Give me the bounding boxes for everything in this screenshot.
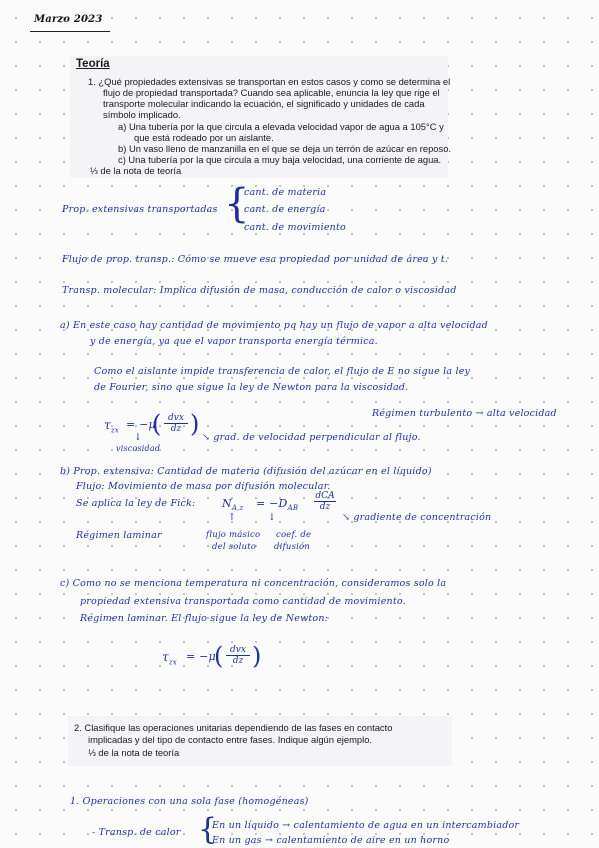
grad-velocidad: ↘ grad. de velocidad perpendicular al flujo. — [202, 432, 421, 443]
flujo-definicion: Flujo de prop. transp.: Cómo se mueve esa propiedad por unidad de área y t. — [62, 254, 449, 265]
flujo-masico: flujo másico — [206, 530, 261, 540]
arrow-down-mu: ↓ — [134, 432, 143, 443]
date-header: Marzo 2023 — [34, 14, 103, 25]
prop-item-materia: cant. de materia — [244, 187, 327, 198]
q1-line-1: 1. ¿Qué propiedades extensivas se transportan en estos casos y como se determina el — [88, 76, 451, 87]
grad-concentracion: ↘ gradiente de concentración — [342, 512, 492, 523]
prop-extensivas: Prop. extensivas transportadas — [62, 204, 218, 215]
question-2-snippet — [68, 716, 452, 766]
prop-item-energia: cant. de energía — [244, 204, 326, 215]
b-line-2: Flujo: Movimiento de masa por difusión molecular. — [76, 481, 331, 492]
coef-de: coef. de — [276, 530, 312, 540]
paren-open: ( — [152, 410, 162, 438]
c-line-2: propiedad extensiva transportada como cantidad de movimiento. — [80, 596, 406, 607]
regimen-laminar-b: Régimen laminar — [76, 530, 162, 541]
a-line-1: a) En este caso hay cantidad de movimiento pq hay un flujo de vapor a alta velocidad — [60, 320, 488, 331]
c-line-3: Régimen laminar. El flujo sigue la ley de Newton: — [80, 613, 329, 624]
date-underline — [30, 31, 110, 32]
b-line-3: Se aplica la ley de Fick: — [76, 498, 196, 509]
tau2-symbol: $\tau_{zx}$ — [162, 650, 177, 667]
q1-line-2: flujo de propiedad transportada? Cuando sea aplicable, enuncia la ley que rige el — [103, 87, 440, 98]
arrow-up-n: ↑ — [228, 512, 237, 523]
a-line-3: Como el aislante impide transferencia de calor, el flujo de E no sigue la ley — [94, 366, 471, 377]
q2-weight: ⅓ de la nota de teoría — [88, 747, 180, 758]
paren2-close: ) — [252, 642, 262, 670]
a-line-2: y de energía, ya que el vapor transporta energía térmica. — [90, 336, 378, 347]
paren2-open: ( — [214, 642, 224, 670]
q1-weight: ⅓ de la nota de teoría — [90, 165, 182, 176]
arrow-down-d: ↓ — [268, 512, 277, 523]
q1-line-3: transporte molecular indicando la ecuación, el significado y unidades de cada — [103, 98, 425, 109]
regimen-turbulento: Régimen turbulento → alta velocidad — [372, 408, 557, 419]
prop-item-movimiento: cant. de movimiento — [244, 222, 346, 233]
viscosidad-label: viscosidad — [116, 444, 161, 453]
paren-close: ) — [190, 410, 200, 438]
question-1-snippet — [70, 56, 452, 178]
theory-heading: Teoría — [76, 58, 110, 70]
q2-line-2: implicadas y del tipo de contacto entre fases. Indique algún ejemplo. — [88, 734, 373, 745]
a-line-4: de Fourier, sino que sigue la ley de Newton para la viscosidad. — [94, 382, 409, 393]
dvx-dz-fraction: dvx dz — [164, 413, 188, 434]
c-line-1: c) Como no se menciona temperatura ni concentración, consideramos solo la — [60, 578, 447, 589]
transp-calor: - Transp. de calor — [92, 827, 181, 838]
calor-liquido: En un líquido → calentamiento de agua en un intercambiador — [212, 820, 520, 831]
calor-gas: En un gas → calentamiento de aire en un horno — [212, 835, 450, 846]
left-brace: { — [224, 181, 250, 227]
q2-line-1: 2. Clasifique las operaciones unitarias dependiendo de las fases en contacto — [74, 722, 393, 733]
q1-item-c: c) Una tubería por la que circula a muy baja velocidad, una corriente de agua. — [118, 154, 442, 165]
dvx-dz-fraction-2: dvx dz — [226, 645, 250, 666]
n-flux: $N_{A,z}$ — [222, 497, 244, 513]
transp-molecular: Transp. molecular: Implica difusión de masa, conducción de calor o viscosidad — [62, 285, 457, 296]
eq2-mu: = −μ — [186, 650, 216, 663]
difusion: difusión — [274, 542, 311, 552]
eq-dab: = $-D_{AB}$ — [256, 497, 299, 513]
del-soluto: del soluto — [212, 542, 257, 552]
eq-mu: = −μ — [126, 418, 156, 431]
q1-item-b: b) Un vaso lleno de manzanilla en el que se deja un terrón de azúcar en reposo. — [118, 143, 452, 154]
q1-item-a: a) Una tubería por la que circula a elevada velocidad vapor de agua a 105°C y — [118, 121, 444, 132]
op-una-fase: 1. Operaciones con una sola fase (homogéneas) — [70, 796, 309, 807]
tau-symbol: $\tau_{zx}$ — [104, 418, 119, 435]
q1-line-4: símbolo implicado. — [103, 109, 181, 120]
b-line-1: b) Prop. extensiva: Cantidad de materia (difusión del azúcar en el líquido) — [60, 466, 432, 477]
q1-item-a-cont: que está rodeado por un aislante. — [134, 132, 274, 143]
left-brace-2: { — [198, 812, 218, 847]
dca-dz-fraction: dCA dz — [315, 491, 335, 512]
